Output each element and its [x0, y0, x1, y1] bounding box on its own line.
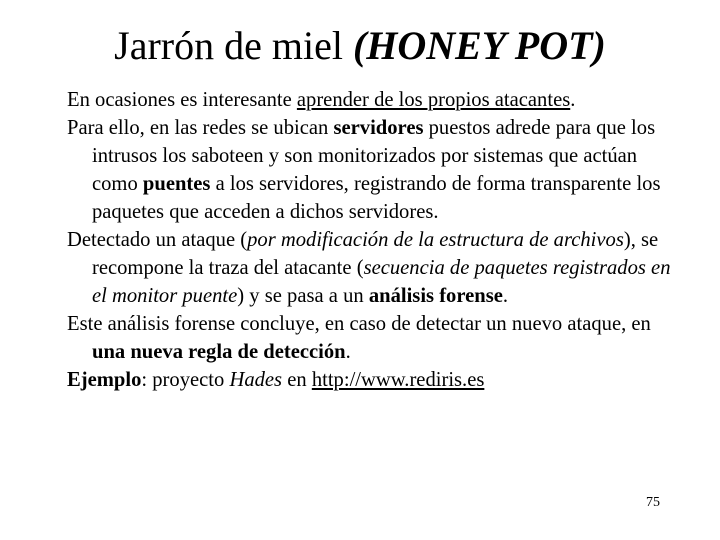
- title-emphasis: (HONEY POT): [352, 23, 606, 68]
- paragraph-text: .: [345, 341, 351, 363]
- bold-term: análisis forense: [368, 285, 503, 307]
- paragraph-text: .: [570, 89, 576, 111]
- body-paragraph: [67, 86, 682, 114]
- body-paragraph: [67, 366, 682, 394]
- underlined-phrase: aprender de los propios atacantes: [296, 89, 571, 111]
- body-paragraph: [67, 310, 682, 366]
- paragraph-text: En ocasiones es interesante: [67, 89, 297, 111]
- bold-term: Ejemplo: [67, 369, 142, 391]
- paragraph-text: a los servidores, registrando de forma transparente los paquetes que acceden a dichos servidores.: [92, 173, 661, 223]
- bold-term: puentes: [142, 173, 211, 195]
- page-number: 75: [646, 495, 660, 510]
- slide-title: [0, 20, 720, 72]
- paragraph-text: Para ello, en las redes se ubican: [67, 117, 334, 139]
- italic-phrase: secuencia de paquetes registrados en el monitor puente: [92, 257, 671, 307]
- paragraph-text: puestos adrede para que los intrusos los saboteen y son monitorizados por sistemas que actúan como: [92, 117, 656, 195]
- italic-phrase: por modificación de la estructura de archivos: [247, 229, 624, 251]
- paragraph-text: ), se recompone la traza del atacante (: [92, 229, 659, 279]
- paragraph-text: en: [282, 369, 312, 391]
- bold-term: servidores: [333, 117, 424, 139]
- body-paragraph: [67, 114, 682, 226]
- paragraph-text: Este análisis forense concluye, en caso de detectar un nuevo ataque, en: [67, 313, 651, 335]
- slide-body: [67, 86, 682, 394]
- body-paragraph: [67, 226, 682, 310]
- paragraph-text: : proyecto: [141, 369, 230, 391]
- title-text: Jarrón de miel: [114, 23, 353, 68]
- bold-term: una nueva regla de detección: [92, 341, 346, 363]
- paragraph-text: ) y se pasa a un: [237, 285, 369, 307]
- paragraph-text: Detectado un ataque (: [67, 229, 248, 251]
- rediris-link[interactable]: http://www.rediris.es: [311, 369, 485, 391]
- italic-phrase: Hades: [229, 369, 283, 391]
- paragraph-text: .: [502, 285, 509, 307]
